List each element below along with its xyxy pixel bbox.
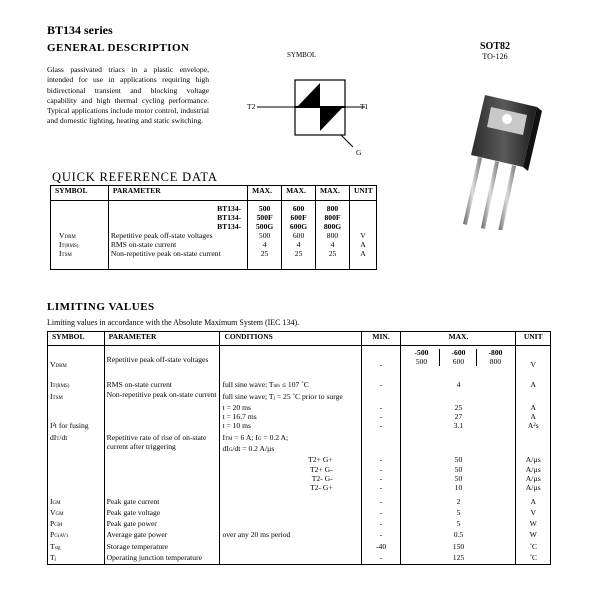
condition-cell: over any 20 ms period: [220, 530, 361, 541]
symbol-subscript: GM: [55, 511, 64, 517]
table-row: [48, 542, 551, 553]
table-row: [48, 553, 551, 565]
col-min: MIN.: [361, 332, 401, 346]
unit-cell: A/µs: [516, 483, 551, 492]
col-unit: UNIT: [349, 186, 376, 201]
unit-cell: V: [349, 231, 376, 240]
type-value: 800: [316, 201, 350, 214]
type-value: 600F: [282, 213, 316, 222]
max-grade-cell: [401, 346, 516, 372]
max-cell: 5: [401, 519, 516, 530]
condition-cell: t = 16.7 ms: [220, 412, 361, 421]
col-parameter: PARAMETER: [104, 332, 220, 346]
condition-subscript: TM: [224, 436, 233, 442]
condition-subscript: j: [273, 395, 275, 401]
unit-cell: A: [349, 240, 376, 249]
condition-cell: = 25 ˚C prior to surge: [274, 391, 343, 401]
type-value: 800G: [316, 222, 350, 231]
unit-cell: A: [516, 412, 551, 421]
min-cell: -: [361, 403, 401, 412]
grade-label: -800: [488, 348, 503, 357]
symbol-cell: P: [50, 519, 55, 529]
type-label: BT134-: [108, 201, 247, 214]
col-conditions: CONDITIONS: [220, 332, 361, 346]
unit-cell: A²s: [516, 421, 551, 430]
unit-cell: W: [516, 519, 551, 530]
table-row: [48, 465, 551, 474]
col-max1: MAX.: [248, 186, 282, 201]
min-cell: -: [361, 519, 401, 530]
type-value: 600G: [282, 222, 316, 231]
value-cell: 4: [316, 240, 350, 249]
parameter-cell: RMS on-state current: [108, 240, 247, 249]
type-value: 500F: [248, 213, 282, 222]
parameter-cell: Peak gate power: [104, 519, 220, 530]
t2-label: T2: [247, 102, 256, 111]
condition-cell: I: [222, 432, 225, 442]
unit-cell: ˚C: [516, 553, 551, 565]
symbol-subscript: DRM: [64, 235, 76, 240]
grade-label: -600: [451, 348, 466, 357]
parameter-cell: Peak gate voltage: [104, 508, 220, 519]
unit-cell: A: [516, 493, 551, 508]
min-cell: -: [361, 553, 401, 565]
col-unit: UNIT: [516, 332, 551, 346]
symbol-cell: V: [59, 231, 65, 240]
col-symbol: SYMBOL: [48, 332, 105, 346]
table-row: [48, 530, 551, 541]
unit-cell: A/µs: [516, 465, 551, 474]
parameter-cell: Repetitive rate of rise of on-state current after triggering: [104, 431, 220, 456]
parameter-cell: Repetitive peak off-state voltages: [104, 346, 220, 372]
unit-cell: W: [516, 530, 551, 541]
value-cell: 600: [282, 231, 316, 240]
quick-reference-table: [50, 185, 377, 270]
min-cell: -: [361, 530, 401, 541]
value-cell: 25: [248, 249, 282, 269]
unit-cell: A: [516, 371, 551, 403]
min-cell: -40: [361, 542, 401, 553]
symbol-cell: P: [50, 530, 55, 540]
min-cell: -: [361, 371, 401, 403]
condition-cell: = 6 A; I: [232, 432, 258, 442]
quadrant-cell: T2+ G+: [220, 455, 361, 464]
unit-cell: A/µs: [516, 474, 551, 483]
symbol-cell: I: [50, 496, 53, 506]
unit-cell: A/µs: [516, 455, 551, 464]
limiting-values-table: [47, 331, 551, 565]
value-cell: 25: [282, 249, 316, 269]
t1-label: T1: [360, 102, 369, 111]
col-max2: MAX.: [282, 186, 316, 201]
value-cell: 800: [316, 231, 350, 240]
condition-subscript: mb: [273, 384, 280, 390]
parameter-cell: Repetitive peak off-state voltages: [108, 231, 247, 240]
grade-value: 600: [452, 356, 465, 366]
symbol-subscript: stg: [54, 545, 61, 551]
condition-cell: ≤ 107 ˚C: [279, 380, 309, 390]
table-row: [48, 493, 551, 508]
min-cell: -: [361, 455, 401, 464]
value-cell: 500: [248, 231, 282, 240]
min-cell: -: [361, 508, 401, 519]
symbol-cell: /dt: [59, 432, 68, 442]
symbol-subscript: TSM: [52, 395, 63, 401]
parameter-cell: Storage temperature: [104, 542, 220, 553]
table-row: [48, 421, 551, 430]
symbol-cell: I: [50, 391, 53, 401]
min-cell: -: [361, 421, 401, 430]
min-cell: -: [361, 483, 401, 492]
value-cell: 4: [282, 240, 316, 249]
max-cell: 3.1: [401, 421, 516, 430]
parameter-cell: Operating junction temperature: [104, 553, 220, 565]
condition-cell: [220, 542, 361, 553]
condition-cell: /dt = 0.2 A/µs: [232, 444, 275, 454]
condition-cell: [220, 493, 361, 508]
max-cell: 10: [401, 483, 516, 492]
parameter-cell: RMS on-state current: [106, 380, 173, 390]
condition-subscript: G: [257, 436, 262, 442]
unit-cell: ˚C: [516, 542, 551, 553]
grade-label: -500: [414, 348, 429, 357]
min-cell: -: [361, 474, 401, 483]
table-row: [48, 371, 551, 403]
grade-value: 800: [489, 356, 502, 366]
condition-cell: t = 10 ms: [220, 421, 361, 430]
symbol-subscript: G(AV): [54, 534, 68, 540]
unit-cell: V: [516, 508, 551, 519]
type-label: BT134-: [108, 213, 247, 222]
quadrant-cell: T2- G+: [220, 483, 361, 492]
table-header-row: [51, 186, 377, 201]
general-description-text: Glass passivated triacs in a plastic envelope, intended for use in applications requiring high bidirectional transient and blocking voltage capability and high thermal cycling performance. Typical applications include motor control, industrial and domestic lighting, heating and static switching.: [47, 65, 209, 126]
table-row: [51, 249, 377, 269]
symbol-subscript: GM: [52, 500, 61, 506]
package-alt: TO-126: [482, 52, 508, 61]
limiting-values-intro: Limiting values in accordance with the Absolute Maximum System (IEC 134).: [47, 318, 300, 327]
unit-cell: A: [349, 249, 376, 269]
max-cell: 50: [401, 474, 516, 483]
condition-cell: full sine wave; T: [222, 391, 274, 401]
quadrant-cell: T2- G-: [220, 474, 361, 483]
grade-value: 500: [415, 356, 428, 366]
max-cell: 0.5: [401, 530, 516, 541]
condition-cell: [220, 508, 361, 519]
symbol-cell: I: [59, 240, 62, 249]
type-value: 800F: [316, 213, 350, 222]
package-image: [445, 85, 555, 230]
table-row: [48, 508, 551, 519]
parameter-cell: Average gate power: [104, 530, 220, 541]
col-max: MAX.: [401, 332, 516, 346]
condition-cell: [220, 519, 361, 530]
symbol-cell: T: [50, 553, 55, 563]
symbol-subscript: T(RMS): [61, 244, 79, 249]
max-cell: 25: [401, 403, 516, 412]
table-row: [48, 455, 551, 464]
symbol-cell: I: [50, 380, 53, 390]
table-row: [48, 431, 551, 456]
col-max3: MAX.: [316, 186, 350, 201]
table-row: [48, 519, 551, 530]
package-name: SOT82: [479, 41, 510, 52]
symbol-subscript: GM: [54, 523, 63, 529]
type-value: 600: [282, 201, 316, 214]
symbol-cell: V: [50, 360, 56, 369]
condition-cell: [220, 553, 361, 565]
type-value: 500: [248, 201, 282, 214]
min-cell: -: [361, 465, 401, 474]
parameter-cell: Non-repetitive peak on-state current: [108, 249, 247, 269]
max-cell: 50: [401, 455, 516, 464]
symbol-subscript: j: [54, 557, 57, 563]
max-cell: 27: [401, 412, 516, 421]
unit-cell: A: [516, 403, 551, 412]
min-cell: -: [361, 493, 401, 508]
value-cell: 25: [316, 249, 350, 269]
type-label: BT134-: [108, 222, 247, 231]
max-cell: 5: [401, 508, 516, 519]
min-cell: -: [361, 412, 401, 421]
quadrant-cell: T2+ G-: [220, 465, 361, 474]
symbol-subscript: DRM: [55, 364, 67, 369]
table-row: [48, 483, 551, 492]
col-symbol: SYMBOL: [51, 186, 109, 201]
unit-cell: V: [516, 346, 551, 372]
triac-symbol-icon: [245, 65, 385, 160]
table-row: [51, 201, 377, 214]
parameter-cell: Non-repetitive peak on-state current: [106, 389, 217, 399]
col-parameter: PARAMETER: [108, 186, 247, 201]
symbol-cell: T: [50, 541, 55, 551]
symbol-cell: I²t for fusing: [48, 421, 105, 430]
symbol-cell: I: [59, 249, 62, 258]
condition-cell: full sine wave; T: [222, 380, 274, 390]
table-row: [48, 346, 551, 372]
table-row: [51, 222, 377, 231]
symbol-label: SYMBOL: [287, 51, 317, 59]
table-row: [51, 231, 377, 240]
table-row: [51, 240, 377, 249]
max-cell: 4: [401, 371, 516, 403]
general-description-heading: GENERAL DESCRIPTION: [47, 42, 190, 54]
table-row: [48, 412, 551, 421]
max-cell: 2: [401, 493, 516, 508]
symbol-subscript: T: [56, 436, 60, 442]
quick-reference-heading: QUICK REFERENCE DATA: [52, 170, 218, 184]
limiting-values-heading: LIMITING VALUES: [47, 301, 155, 313]
condition-cell: dI: [222, 444, 229, 454]
package-info: [470, 41, 520, 61]
document-title: BT134 series: [47, 23, 113, 37]
table-row: [48, 474, 551, 483]
table-row: [48, 403, 551, 412]
condition-cell: t = 20 ms: [220, 403, 361, 412]
symbol-subscript: T(RMS): [52, 384, 70, 390]
condition-cell: = 0.2 A;: [261, 432, 289, 442]
max-cell: 50: [401, 465, 516, 474]
max-cell: 125: [401, 553, 516, 565]
table-header-row: [48, 332, 551, 346]
symbol-cell: dI: [50, 432, 57, 442]
symbol-subscript: TSM: [61, 253, 72, 258]
value-cell: 4: [248, 240, 282, 249]
max-cell: 150: [401, 542, 516, 553]
gate-label: G: [356, 148, 362, 157]
symbol-cell: V: [50, 507, 56, 517]
type-value: 500G: [248, 222, 282, 231]
parameter-cell: Peak gate current: [104, 493, 220, 508]
min-cell: -: [361, 346, 401, 372]
condition-subscript: G: [228, 448, 233, 454]
table-row: [51, 213, 377, 222]
